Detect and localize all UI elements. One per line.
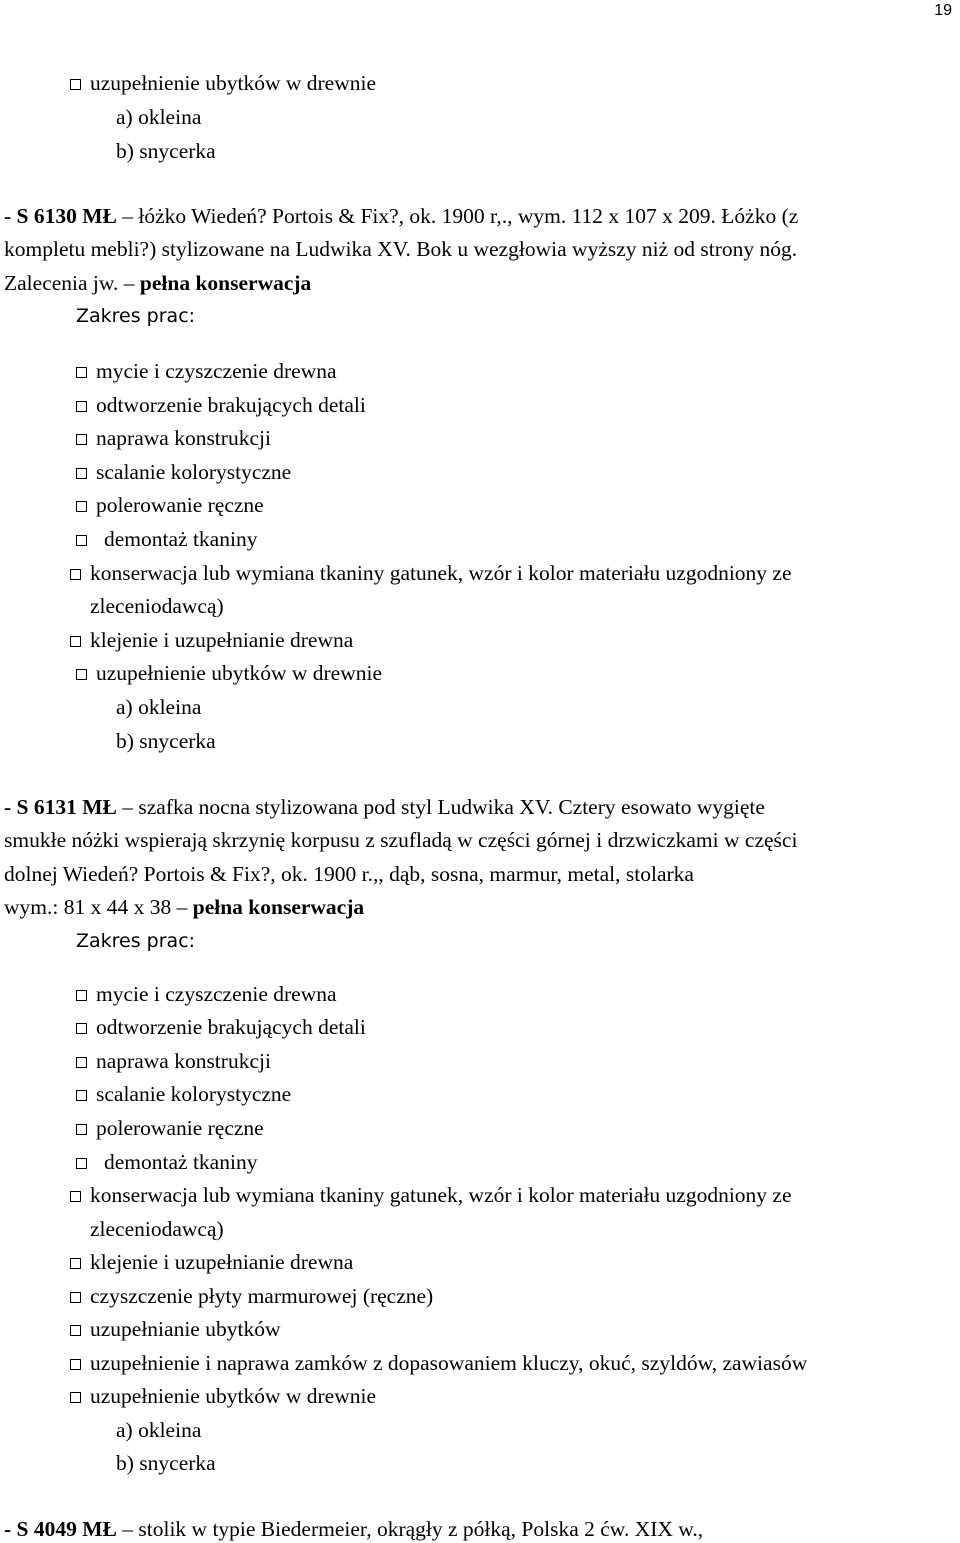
scope-heading: Zakres prac: bbox=[76, 930, 196, 952]
list-item: uzupełnienie ubytków w drewnie bbox=[70, 1383, 376, 1409]
list-item: uzupełnienie ubytków w drewnie bbox=[70, 70, 376, 96]
checkbox-square-icon bbox=[76, 434, 87, 445]
page-number: 19 bbox=[934, 2, 952, 19]
checkbox-square-icon bbox=[70, 1292, 81, 1303]
checkbox-square-icon bbox=[70, 1359, 81, 1370]
checkbox-square-icon bbox=[76, 1124, 87, 1135]
checkbox-square-icon bbox=[76, 367, 87, 378]
list-item: polerowanie ręczne bbox=[76, 492, 264, 518]
conservation-type: pełna konserwacja bbox=[139, 271, 312, 295]
checkbox-square-icon bbox=[70, 1191, 81, 1202]
checkbox-square-icon bbox=[70, 1392, 81, 1403]
entry-line: Zalecenia jw. – pełna konserwacja bbox=[4, 271, 312, 295]
entry-line: - S 4049 MŁ – stolik w typie Biedermeier, okrągły z półką, Polska 2 ćw. XIX w., bbox=[4, 1517, 704, 1541]
entry-code: - S 4049 MŁ bbox=[4, 1517, 117, 1541]
sub-item: a) okleina bbox=[116, 695, 202, 719]
list-item: uzupełnienie i naprawa zamków z dopasowaniem kluczy, okuć, szyldów, zawiasów bbox=[70, 1350, 807, 1376]
list-item: odtworzenie brakujących detali bbox=[76, 1014, 366, 1040]
sub-item: a) okleina bbox=[116, 105, 202, 129]
list-item: uzupełnienie ubytków w drewnie bbox=[76, 660, 382, 686]
checkbox-square-icon bbox=[76, 1023, 87, 1034]
list-item: mycie i czyszczenie drewna bbox=[76, 358, 337, 384]
sub-item: a) okleina bbox=[116, 1418, 202, 1442]
list-item: scalanie kolorystyczne bbox=[76, 1081, 291, 1107]
entry-line: - S 6130 MŁ – łóżko Wiedeń? Portois & Fix?, ok. 1900 r,., wym. 112 x 107 x 209. Łóżko (z bbox=[4, 204, 799, 228]
list-item: klejenie i uzupełnianie drewna bbox=[70, 627, 353, 653]
sub-item: b) snycerka bbox=[116, 139, 216, 163]
list-item-continuation: zleceniodawcą) bbox=[90, 1217, 224, 1241]
list-item: demontaż tkaniny bbox=[76, 526, 257, 552]
list-item: konserwacja lub wymiana tkaniny gatunek, wzór i kolor materiału uzgodniony ze bbox=[70, 1182, 792, 1208]
checkbox-square-icon bbox=[76, 669, 87, 680]
list-item: czyszczenie płyty marmurowej (ręczne) bbox=[70, 1283, 433, 1309]
list-item: konserwacja lub wymiana tkaniny gatunek, wzór i kolor materiału uzgodniony ze bbox=[70, 560, 792, 586]
entry-line: dolnej Wiedeń? Portois & Fix?, ok. 1900 r.,, dąb, sosna, marmur, metal, stolarka bbox=[4, 862, 694, 886]
list-item: naprawa konstrukcji bbox=[76, 425, 271, 451]
checkbox-square-icon bbox=[70, 79, 81, 90]
entry-line: wym.: 81 x 44 x 38 – pełna konserwacja bbox=[4, 895, 365, 919]
entry-line: kompletu mebli?) stylizowane na Ludwika XV. Bok u wezgłowia wyższy niż od strony nóg. bbox=[4, 237, 798, 261]
checkbox-square-icon bbox=[76, 990, 87, 1001]
entry-line: - S 6131 MŁ – szafka nocna stylizowana pod styl Ludwika XV. Cztery esowato wygięte bbox=[4, 795, 765, 819]
checkbox-square-icon bbox=[76, 401, 87, 412]
checkbox-square-icon bbox=[76, 501, 87, 512]
list-item: klejenie i uzupełnianie drewna bbox=[70, 1249, 353, 1275]
list-item: mycie i czyszczenie drewna bbox=[76, 981, 337, 1007]
list-item: naprawa konstrukcji bbox=[76, 1048, 271, 1074]
checkbox-square-icon bbox=[76, 535, 87, 546]
checkbox-square-icon bbox=[76, 1158, 87, 1169]
list-item: demontaż tkaniny bbox=[76, 1149, 257, 1175]
list-item: uzupełnianie ubytków bbox=[70, 1316, 280, 1342]
checkbox-square-icon bbox=[70, 1258, 81, 1269]
checkbox-square-icon bbox=[76, 468, 87, 479]
conservation-type: pełna konserwacja bbox=[192, 895, 365, 919]
list-item: polerowanie ręczne bbox=[76, 1115, 264, 1141]
entry-code: - S 6130 MŁ bbox=[4, 204, 117, 228]
list-item: scalanie kolorystyczne bbox=[76, 459, 291, 485]
list-item: odtworzenie brakujących detali bbox=[76, 392, 366, 418]
checkbox-square-icon bbox=[70, 1325, 81, 1336]
sub-item: b) snycerka bbox=[116, 1451, 216, 1475]
checkbox-square-icon bbox=[70, 569, 81, 580]
sub-item: b) snycerka bbox=[116, 729, 216, 753]
list-item-continuation: zleceniodawcą) bbox=[90, 594, 224, 618]
checkbox-square-icon bbox=[70, 636, 81, 647]
scope-heading: Zakres prac: bbox=[76, 305, 196, 327]
entry-code: - S 6131 MŁ bbox=[4, 795, 117, 819]
checkbox-square-icon bbox=[76, 1057, 87, 1068]
checkbox-square-icon bbox=[76, 1090, 87, 1101]
entry-line: smukłe nóżki wspierają skrzynię korpusu z szufladą w części górnej i drzwiczkami w części bbox=[4, 828, 798, 852]
